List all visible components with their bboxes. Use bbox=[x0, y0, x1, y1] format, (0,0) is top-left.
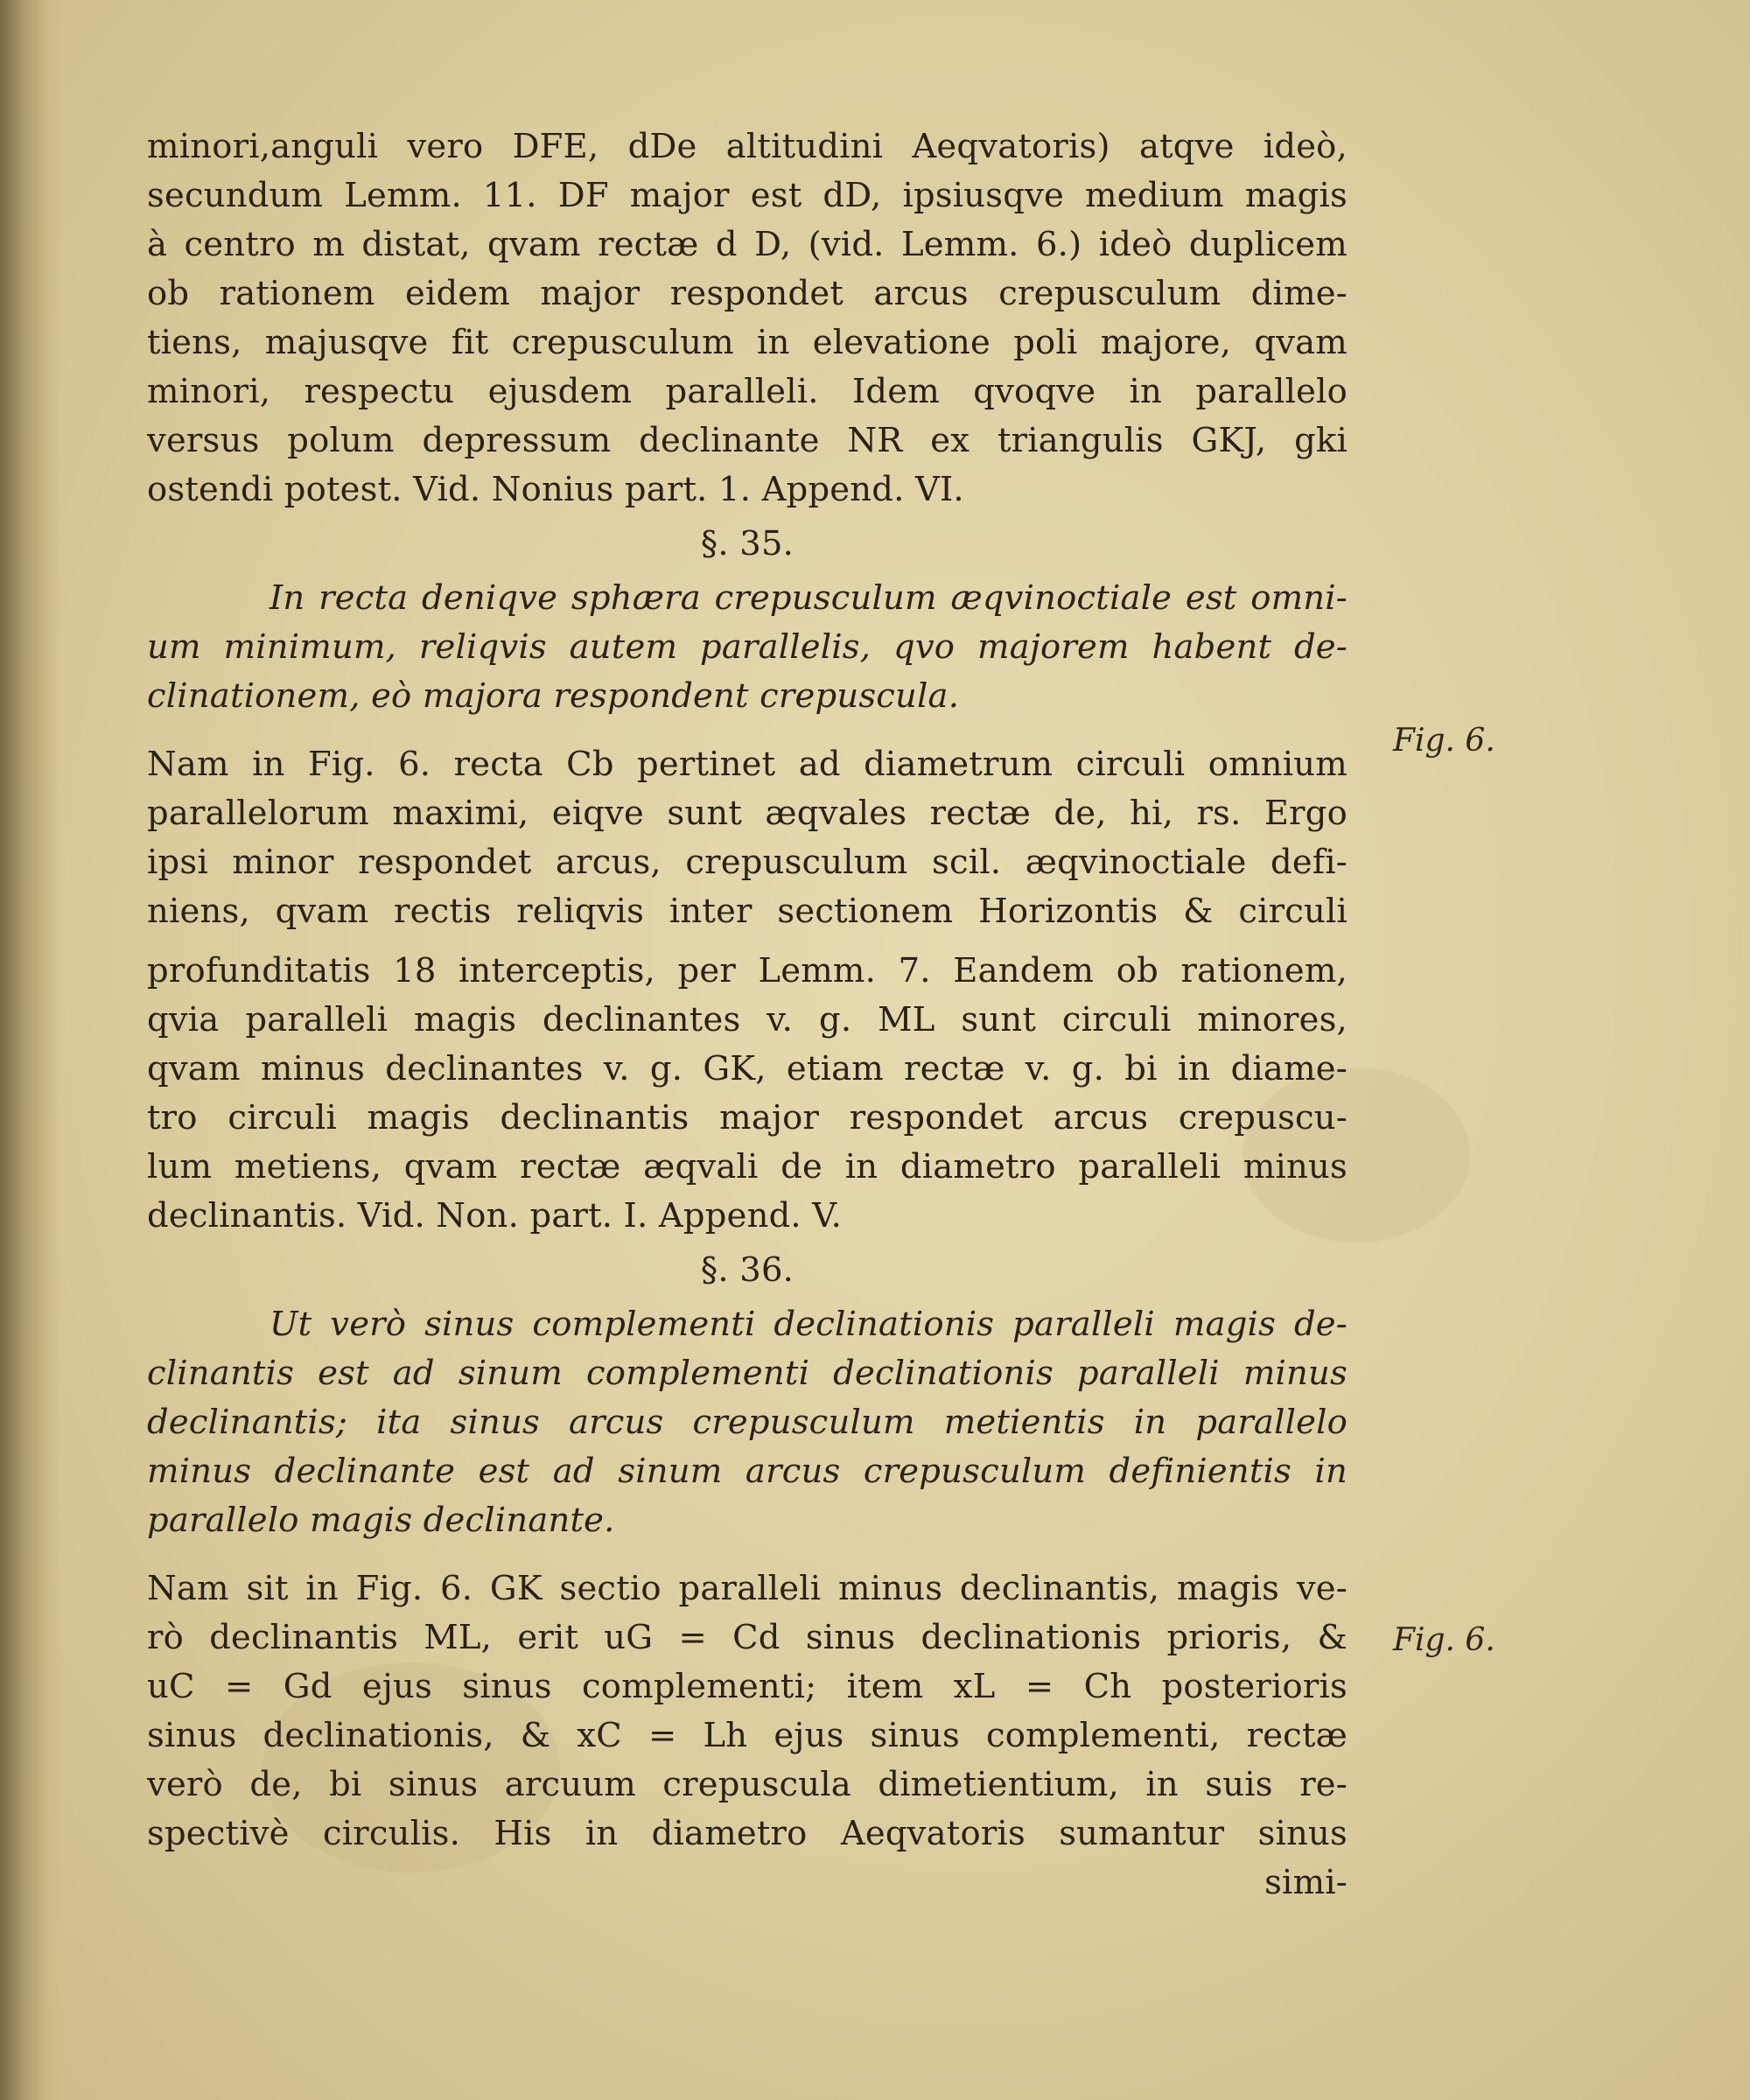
text-line: Nam in Fig. 6. recta Cb pertinet ad diametrum circuli omnium bbox=[147, 745, 1348, 784]
text-line: tiens, majusqve fit crepusculum in elevatione poli majore, qvam bbox=[147, 323, 1348, 362]
text-line: versus polum depressum declinante NR ex triangulis GKJ, gki bbox=[147, 421, 1348, 460]
text-line: Nam sit in Fig. 6. GK sectio paralleli minus declinantis, magis ve- bbox=[147, 1569, 1348, 1608]
theorem-line: um minimum, reliqvis autem parallelis, qvo majorem habent de- bbox=[147, 627, 1348, 667]
section-heading-36: §. 36. bbox=[700, 1250, 794, 1290]
text-line: profunditatis 18 interceptis, per Lemm. 7. Eandem ob rationem, bbox=[147, 951, 1348, 990]
text-line: à centro m distat, qvam rectæ d D, (vid. Lemm. 6.) ideò duplicem bbox=[147, 225, 1348, 264]
section-36-proof bbox=[147, 1564, 1348, 1908]
margin-figure-reference: Fig. 6. bbox=[1393, 1622, 1495, 1658]
text-line: uC = Gd ejus sinus complementi; item xL = Ch posterioris bbox=[147, 1667, 1348, 1706]
text-line: verò de, bi sinus arcuum crepuscula dimetientium, in suis re- bbox=[147, 1765, 1348, 1804]
text-line: sinus declinationis, & xC = Lh ejus sinus complementi, rectæ bbox=[147, 1716, 1348, 1755]
theorem-line: declinantis; ita sinus arcus crepusculum metientis in parallelo bbox=[147, 1403, 1348, 1442]
text-line: ipsi minor respondet arcus, crepusculum scil. æqvinoctiale defi- bbox=[147, 843, 1348, 882]
theorem-line: In recta deniqve sphæra crepusculum æqvinoctiale est omni- bbox=[270, 578, 1348, 618]
theorem-line: clinantis est ad sinum complementi declinationis paralleli minus bbox=[147, 1354, 1348, 1393]
text-line: minori,anguli vero DFE, dDe altitudini Aeqvatoris) atqve ideò, bbox=[147, 127, 1348, 166]
section-heading-35: §. 35. bbox=[700, 524, 794, 564]
section-35-proof bbox=[147, 740, 1348, 1241]
theorem-line: Ut verò sinus complementi declinationis paralleli magis de- bbox=[270, 1305, 1348, 1344]
margin-figure-reference: Fig. 6. bbox=[1393, 723, 1495, 759]
text-line: rò declinantis ML, erit uG = Cd sinus declinationis prioris, & bbox=[147, 1618, 1348, 1657]
text-line: parallelorum maximi, eiqve sunt æqvales rectæ de, hi, rs. Ergo bbox=[147, 794, 1348, 833]
text-line: niens, qvam rectis reliqvis inter sectionem Horizontis & circuli bbox=[147, 892, 1348, 931]
catchword: simi- bbox=[1264, 1863, 1348, 1902]
text-line: spectivè circulis. His in diametro Aeqvatoris sumantur sinus bbox=[147, 1814, 1348, 1853]
theorem-line: parallelo magis declinante. bbox=[147, 1501, 615, 1540]
theorem-line: clinationem, eò majora respondent crepuscula. bbox=[147, 676, 960, 716]
text-line: tro circuli magis declinantis major respondet arcus crepuscu- bbox=[147, 1098, 1348, 1138]
text-line: ob rationem eidem major respondet arcus crepusculum dime- bbox=[147, 274, 1348, 313]
text-line: qvia paralleli magis declinantes v. g. ML sunt circuli minores, bbox=[147, 1000, 1348, 1040]
text-line: lum metiens, qvam rectæ æqvali de in diametro paralleli minus bbox=[147, 1147, 1348, 1186]
text-line: qvam minus declinantes v. g. GK, etiam rectæ v. g. bi in diame- bbox=[147, 1049, 1348, 1088]
theorem-line: minus declinante est ad sinum arcus crepusculum definientis in bbox=[147, 1452, 1348, 1491]
section-35-theorem bbox=[147, 574, 1348, 721]
text-line: declinantis. Vid. Non. part. I. Append. V. bbox=[147, 1196, 843, 1236]
text-line: minori, respectu ejusdem paralleli. Idem qvoqve in parallelo bbox=[147, 372, 1348, 411]
text-line: ostendi potest. Vid. Nonius part. 1. Append. VI. bbox=[147, 470, 964, 509]
page-gutter-shadow bbox=[0, 0, 61, 2100]
main-text bbox=[147, 122, 1348, 1908]
text-line: secundum Lemm. 11. DF major est dD, ipsiusqve medium magis bbox=[147, 176, 1348, 215]
section-36-theorem bbox=[147, 1300, 1348, 1545]
section-34-continuation bbox=[147, 122, 1348, 514]
